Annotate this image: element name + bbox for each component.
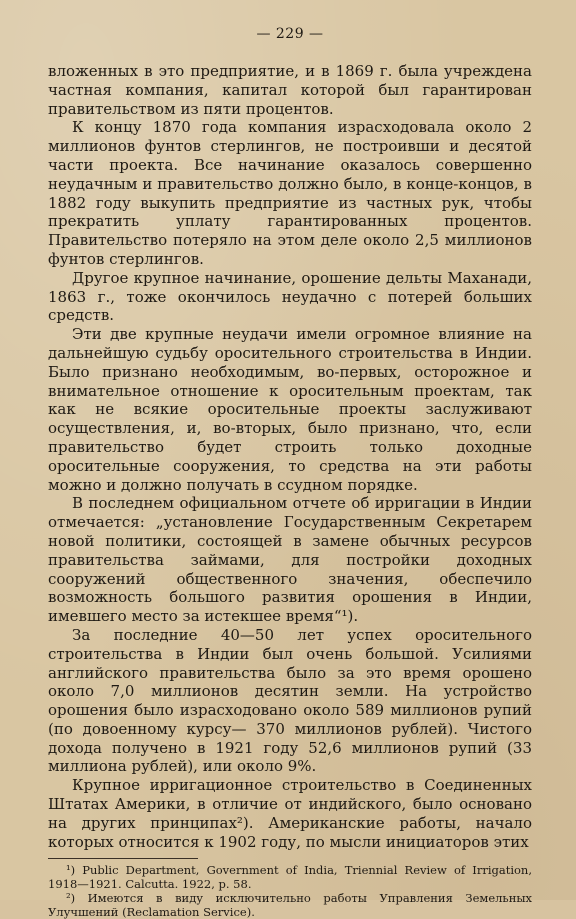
page-number: — 229 — [256, 26, 324, 42]
footnote-2: ²) Имеются в виду исключительно работы Управления Земельных Улучшений (Reclamation Service). [48, 891, 532, 919]
footnote-divider [48, 858, 198, 859]
paragraph-2: К концу 1870 года компания израсходовала около 2 миллионов фунтов стерлингов, не построивши и десятой части проекта. Все начинание оказалось совершенно неудачным и правительство должно было, в конце-концов, в 1882 году выкупить предприятие из частных рук, чтобы прекратить уплату гарантированных процентов. Правительство потеряло на этом деле около 2,5 миллионов фунтов стерлингов. [48, 118, 532, 268]
body-text [48, 62, 532, 851]
footnotes [48, 863, 532, 919]
paragraph-1: вложенных в это предприятие, и в 1869 г. была учреждена частная компания, капитал которой был гарантирован правительством из пяти процентов. [48, 62, 532, 118]
paragraph-7: Крупное ирригационное строительство в Соединенных Штатах Америки, в отличие от индийского, было основано на других принципах²). Американские работы, начало которых относится к 1902 году, по мысли инициаторов этих [48, 776, 532, 851]
paragraph-3: Другое крупное начинание, орошение дельты Маханади, 1863 г., тоже окончилось неудачно с потерей больших средств. [48, 268, 532, 325]
paragraph-5: В последнем официальном отчете об ирригации в Индии отмечается: „установление Государственным Секретарем новой политики, состоящей в замене обычных ресурсов правительства займами, для постройки доходных сооружений общественного значения, обеспечило возможность большого развития орошения в Индии, имевшего место за истекшее время“¹). [48, 494, 532, 626]
paragraph-6: За последние 40—50 лет успех оросительного строительства в Индии был очень большой. Усилиями английского правительства было за это время орошено около 7,0 миллионов десятин земли. На устройство орошения было израсходовано около 589 миллионов рупий (по довоенному курсу— 370 миллионов рублей). Чистого дохода получено в 1921 году 52,6 миллионов рупий (33 миллиона рублей), или около 9%. [48, 625, 532, 776]
paragraph-4: Эти две крупные неудачи имели огромное влияние на дальнейшую судьбу оросительного строительства в Индии. Было признано необходимым, во-первых, осторожное и внимательное отношение к оросительным проектам, так как не всякие оросительные проекты заслуживают осуществления, и, во-вторых, было признано, что, если правительство будет строить только доходные оросительные сооружения, то средства на эти работы можно и должно получать в ссудном порядке. [48, 325, 532, 494]
footnote-1: ¹) Public Department, Government of India, Triennial Review of Irrigation, 1918—1921. Calcutta. 1922, p. 58. [48, 863, 532, 892]
